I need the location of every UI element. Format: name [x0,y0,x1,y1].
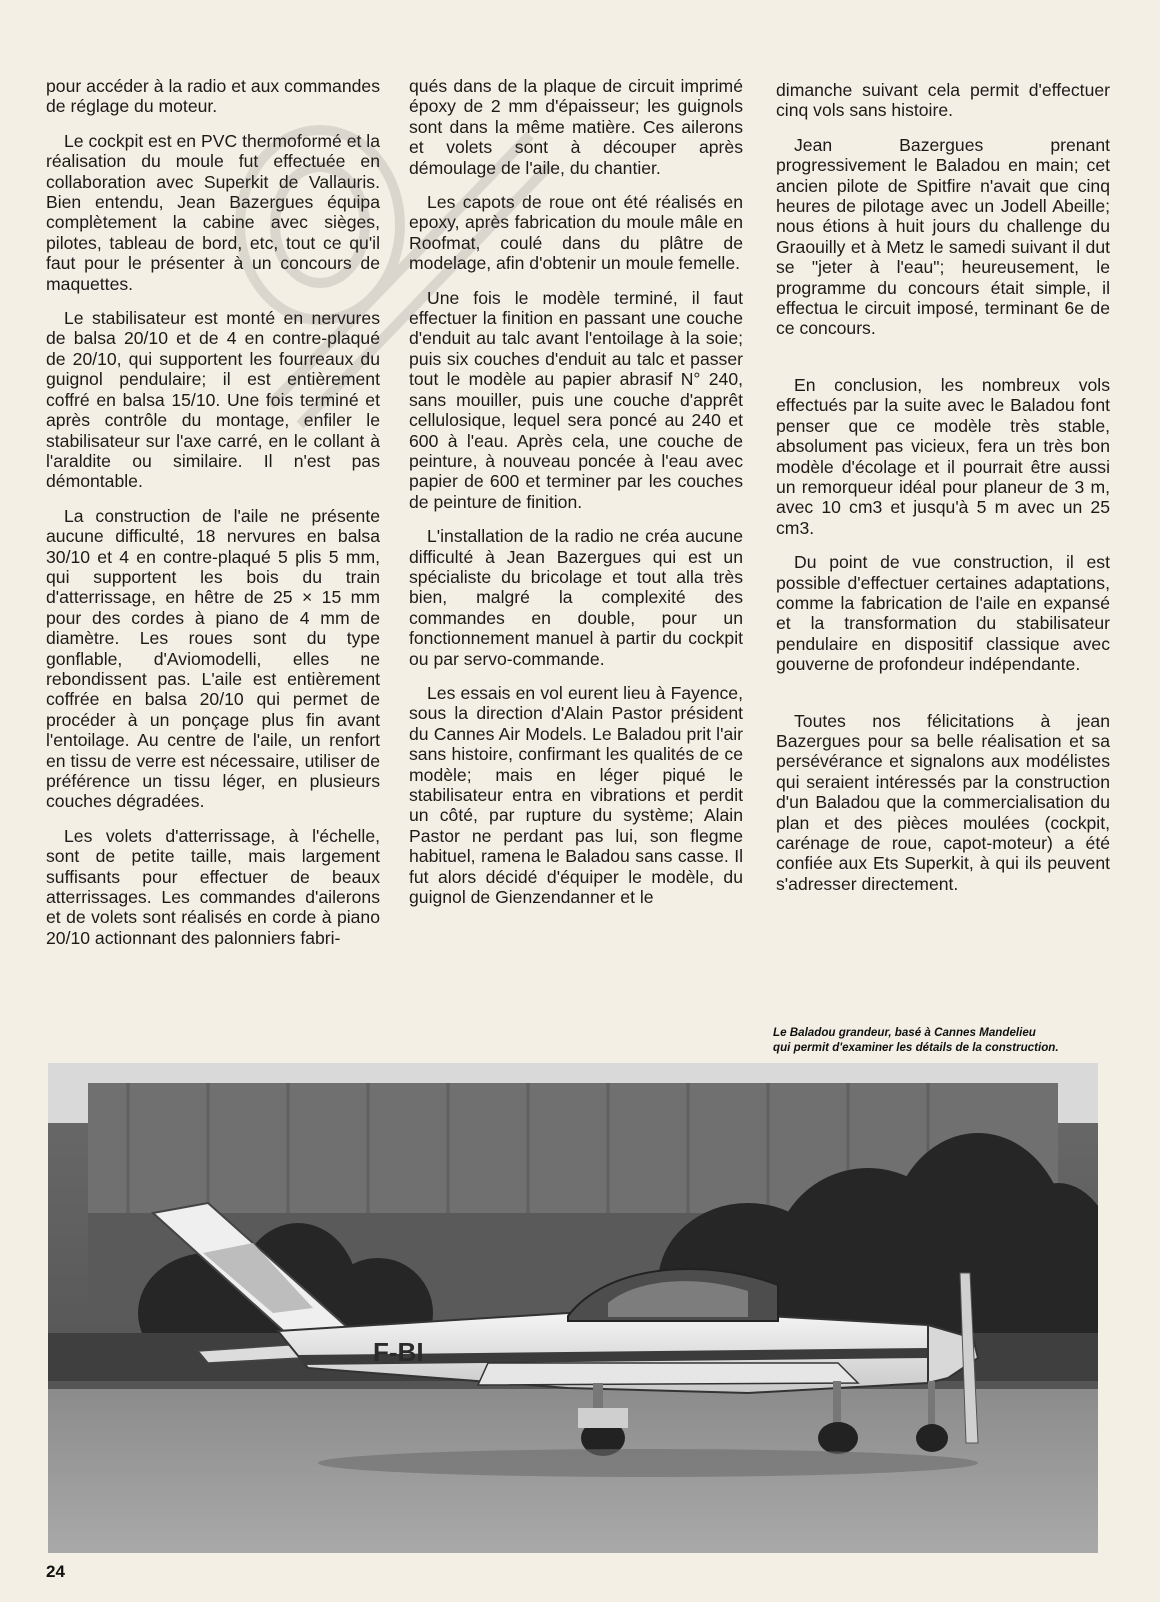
paragraph: Les essais en vol eurent lieu à Fayence, sous la direction d'Alain Pastor président du Cannes Air Models. Le Baladou prit l'air sans histoire, confirmant les qualités de ce modèle; mais en léger piqué le stabilisateur entra en vibrations et perdit un côté, par rupture du système; Alain Pastor ne perdant pas lui, son flegme habituel, ramena le Baladou sans casse. Il fut alors décidé d'équiper le modèle, du guignol de Gienzendanner et le [409,682,743,908]
paragraph: L'installation de la radio ne créa aucune difficulté à Jean Bazergues qui est un spécialiste du bricolage et tout alla très bien, malgré la complexité des commandes en double, pour un fonctionnement manuel à partir du cockpit ou par servo-commande. [409,526,743,669]
text-column-1 [46,76,380,962]
airplane-photo [48,1063,1098,1553]
paragraph: Le cockpit est en PVC thermoformé et la réalisation du moule fut effectuée en collaboration avec Superkit de Vallauris. Bien entendu, Jean Bazergues équipa complètement la cabine avec sièges, pilotes, tableau de bord, etc, tout ce qu'il faut pour le présenter à un concours de maquettes. [46,130,380,294]
caption-line-1: Le Baladou grandeur, basé à Cannes Mandelieu [773,1026,1036,1039]
text-column-3 [776,80,1110,908]
caption-line-2: qui permit d'examiner les détails de la construction. [773,1041,1059,1054]
paragraph: Toutes nos félicitations à jean Bazergues pour sa belle réalisation et sa persévérance et signalons aux modélistes qui seraient intéressés par la construction d'un Baladou que la commercialisation du plan et des pièces moulées (cockpit, carénage de roue, capot-moteur) a été confiée aux Ets Superkit, à qui ils peuvent s'adresser directement. [776,710,1110,894]
airplane-photo-illustration [48,1063,1098,1553]
text-column-2 [409,76,743,921]
photo-caption [773,1025,1118,1055]
paragraph: Une fois le modèle terminé, il faut effectuer la finition en passant une couche d'enduit au talc avant l'entoilage à la soie; puis six couches d'enduit au talc et passer tout le modèle au papier abrasif N° 240, sans mouiller, puis une couche d'apprêt cellulosique, lequel sera poncé au 240 et 600 à l'eau. Après cela, une couche de peinture, à nouveau poncée à l'eau avec papier de 600 et terminer par les couches de peinture de finition. [409,287,743,512]
paragraph: Jean Bazergues prenant progressivement le Baladou en main; cet ancien pilote de Spitfire n'avait que cinq heures de pilotage avec un Jodell Abeille; nous étions à huit jours du challenge du Graouilly et à Metz le samedi suivant il dut se "jeter à l'eau"; heureusement, le programme du concours était simple, il effectua le circuit imposé, terminant 6e de ce concours. [776,134,1110,339]
paragraph: pour accéder à la radio et aux commandes de réglage du moteur. [46,76,380,117]
paragraph: Du point de vue construction, il est possible d'effectuer certaines adaptations, comme la fabrication de l'aile en expansé et la transformation du stabilisateur pendulaire en dispositif classique avec gouverne de profondeur indépendante. [776,552,1110,675]
paragraph: La construction de l'aile ne présente aucune difficulté, 18 nervures en balsa 30/10 et 4 en contre-plaqué 5 plis 5 mm, qui supportent les bois du train d'atterrissage, en hêtre de 25 × 15 mm pour des cordes à piano de 4 mm de diamètre. Les roues sont du type gonflable, d'Aviomodelli, elles ne rebondissent pas. L'aile est entièrement coffrée en balsa 20/10 qui permet de procéder à un ponçage plus fin avant l'entoilage. Au centre de l'aile, un renfort en tissu de verre est nécessaire, utiliser de préférence un tissu léger, en plusieurs couches dégradées. [46,505,380,812]
paragraph: En conclusion, les nombreux vols effectués par la suite avec le Baladou font penser que ce modèle très stable, absolument pas vicieux, fera un très bon modèle d'écolage et il pourrait être aussi un remorqueur idéal pour planeur de 3 m, avec 10 cm3 et jusqu'à 5 m avec un 25 cm3. [776,374,1110,538]
registration-text: F-BI [373,1337,424,1367]
paragraph: dimanche suivant cela permit d'effectuer cinq vols sans histoire. [776,80,1110,121]
paragraph: Les capots de roue ont été réalisés en epoxy, après fabrication du moule mâle en Roofmat, coulé dans du plâtre de modelage, afin d'obtenir un moule femelle. [409,192,743,274]
paragraph: Le stabilisateur est monté en nervures de balsa 20/10 et de 4 en contre-plaqué de 20/10, qui supportent les fourreaux du guignol pendulaire; il est entièrement coffré en balsa 15/10. Une fois terminé et après contrôle du montage, enfiler le stabilisateur sur l'axe carré, en le collant à l'araldite ou similaire. Il n'est pas démontable. [46,308,380,492]
paragraph: qués dans de la plaque de circuit imprimé époxy de 2 mm d'épaisseur; les guignols sont dans la même matière. Ces ailerons et volets sont à découper après démoulage de l'aile, du chantier. [409,76,743,178]
page-number: 24 [46,1562,65,1581]
paragraph: Les volets d'atterrissage, à l'échelle, sont de petite taille, mais largement suffisants pour effectuer de beaux atterrissages. Les commandes d'ailerons et de volets sont réalisés en corde à piano 20/10 actionnant des palonniers fabri- [46,825,380,948]
